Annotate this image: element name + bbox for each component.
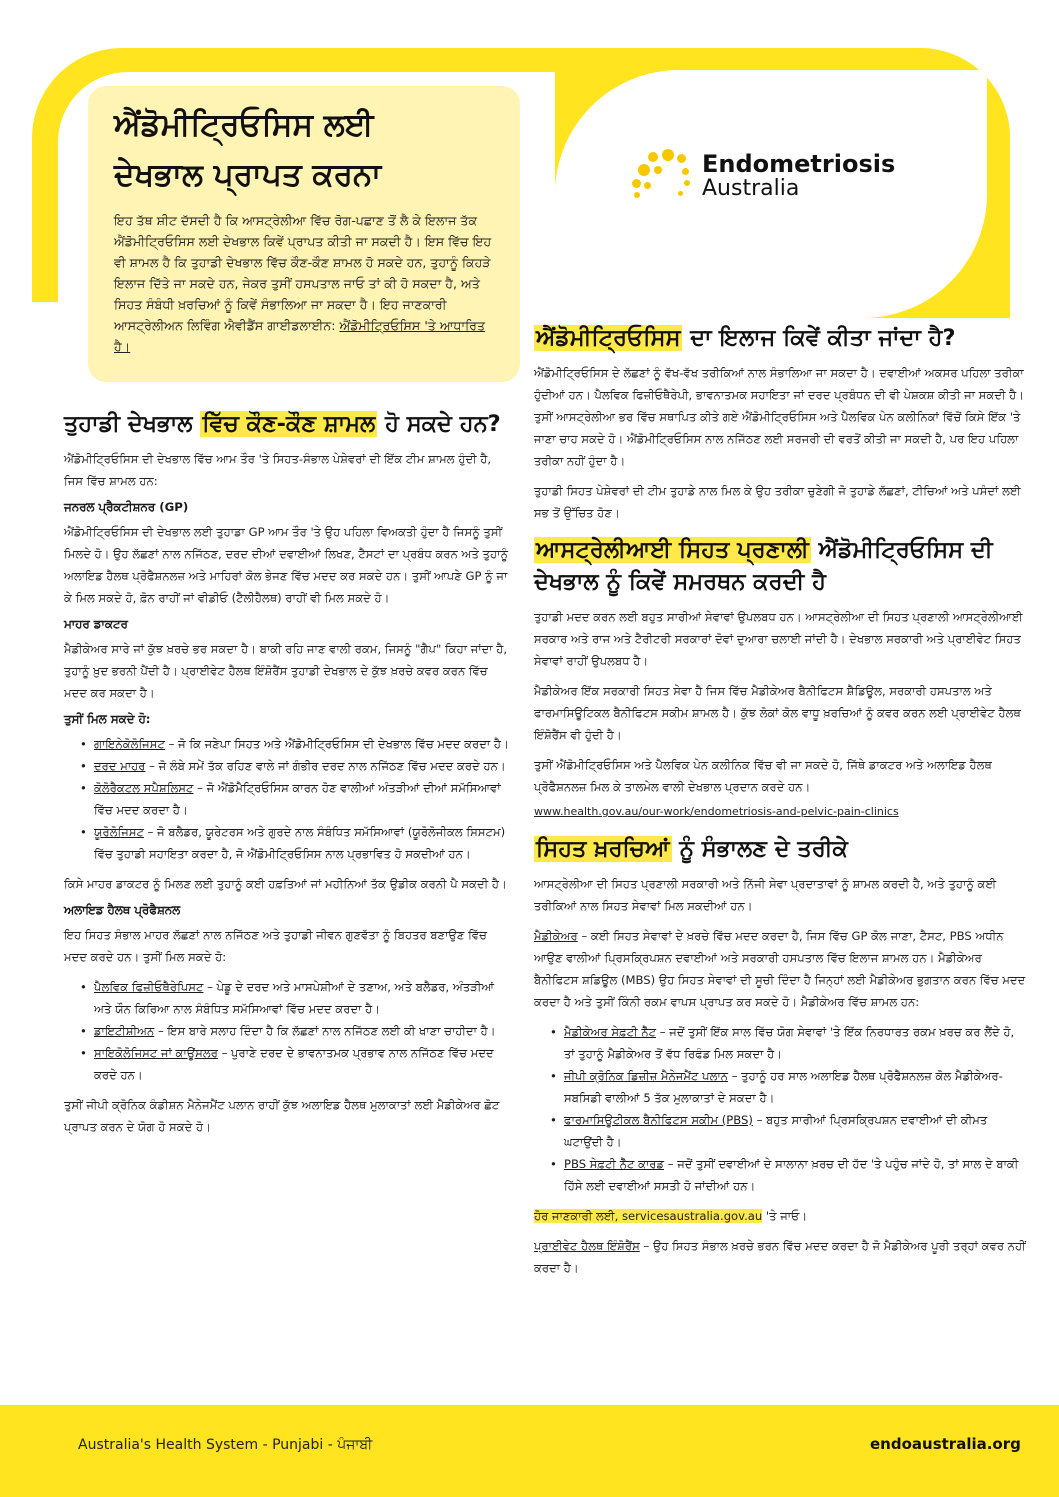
list-item: • PBS ਸੇਫ਼ਟੀ ਨੈੱਟ ਕਾਰਡ – ਜਦੋਂ ਤੁਸੀਂ ਦਵਾਈਆਂ ਦੇ ਸਾਲਾਨਾ ਖ਼ਰਚ ਦੀ ਹੱਦ 'ਤੇ ਪਹੁੰਚ ਜਾਂਦੇ ਹੋ, ਤਾਂ ਸਾਲ ਦੇ ਬਾਕੀ ਹਿੱਸੇ ਲਈ ਦਵਾਈਆਂ ਸਸਤੀ ਹੋ ਜਾਂਦੀਆਂ ਹਨ। [534,1153,1028,1197]
footer-series-label: Australia's Health System - Punjabi - ਪੰਜਾਬੀ [78,1437,373,1453]
title-line-1: ਐਂਡੋਮੀਟ੍ਰਿਓਸਿਸ ਲਈ [114,107,374,143]
allied-health-list [64,976,510,1086]
clinics-link[interactable]: www.health.gov.au/our-work/endometriosis-and-pelvic-pain-clinics [534,805,899,818]
more-info-text: ਹੋਰ ਜਾਣਕਾਰੀ ਲਈ, servicesaustralia.gov.au 'ਤੇ ਜਾਓ। [534,1209,808,1223]
clinics-text: ਤੁਸੀਂ ਐਂਡੋਮੀਟ੍ਰਿਓਸਿਸ ਅਤੇ ਪੈਲਵਿਕ ਪੇਨ ਕਲੀਨਿਕ ਵਿੱਚ ਵੀ ਜਾ ਸਕਦੇ ਹੋ, ਜਿੱਥੇ ਡਾਕਟਰ ਅਤੇ ਅਲਾਇਡ ਹੈਲਥ ਪ੍ਰੋਫੈਸ਼ਨਲਜ਼ ਮਿਲ ਕੇ ਤਾਲਮੇਲ ਵਾਲੀ ਦੇਖਭਾਲ ਪ੍ਰਦਾਨ ਕਰਦੇ ਹਨ। [534,758,992,794]
specialist-heading: ਮਾਹਰ ਡਾਕਟਰ [64,617,128,631]
list-item: • ਡਾਇਟੀਸ਼ੀਅਨ – ਇਸ ਬਾਰੇ ਸਲਾਹ ਦਿੰਦਾ ਹੈ ਕਿ ਲੱਛਣਾਂ ਨਾਲ ਨਜਿੱਠਣ ਲਈ ਕੀ ਖਾਣਾ ਚਾਹੀਦਾ ਹੈ। [64,1020,510,1042]
allied-health-heading: ਅਲਾਇਡ ਹੈਲਥ ਪ੍ਰੋਫੈਸ਼ਨਲ [64,903,181,917]
list-item: • ਦਰਦ ਮਾਹਰ – ਜੋ ਲੰਬੇ ਸਮੇਂ ਤੱਕ ਰਹਿਣ ਵਾਲੇ ਜਾਂ ਗੰਭੀਰ ਦਰਦ ਨਾਲ ਨਜਿੱਠਣ ਵਿੱਚ ਮਦਦ ਕਰਦੇ ਹਨ। [64,755,510,777]
endometriosis-australia-logo [626,146,906,206]
wait-text: ਕਿਸੇ ਮਾਹਰ ਡਾਕਟਰ ਨੂੰ ਮਿਲਣ ਲਈ ਤੁਹਾਨੂੰ ਕਈ ਹਫ਼ਤਿਆਂ ਜਾਂ ਮਹੀਨਿਆਂ ਤੱਕ ਉਡੀਕ ਕਰਨੀ ਪੈ ਸਕਦੀ ਹੈ। [64,877,507,891]
care-team-heading: ਤੁਹਾਡੀ ਦੇਖਭਾਲ ਵਿੱਚ ਕੌਣ-ਕੌਣ ਸ਼ਾਮਲ ਹੋ ਸਕਦੇ ਹਨ? [64,411,501,437]
right-column [534,322,1028,1287]
list-item: • ਜੀਪੀ ਕ੍ਰੋਨਿਕ ਡਿਜ਼ੀਜ਼ ਮੈਨੇਜਮੈਂਟ ਪਲਾਨ – ਤੁਹਾਨੂੰ ਹਰ ਸਾਲ ਅਲਾਇਡ ਹੈਲਥ ਪ੍ਰੋਫੈਸ਼ਨਲਜ਼ ਕੋਲ ਮੈਡੀਕੇਅਰ-ਸਬਸਿਡੀ ਵਾਲੀਆਂ 5 ਤੱਕ ਮੁਲਾਕਾਤਾਂ ਦੇ ਸਕਦਾ ਹੈ। [534,1065,1028,1109]
health-system-heading: ਆਸਟ੍ਰੇਲੀਆਈ ਸਿਹਤ ਪ੍ਰਣਾਲੀ ਐਂਡੋਮੀਟ੍ਰਿਓਸਿਸ ਦੀ ਦੇਖਭਾਲ ਨੂੰ ਕਿਵੇਂ ਸਮਰਥਨ ਕਰਦੀ ਹੈ [534,537,993,595]
medicare-intro-text: ਮੈਡੀਕੇਅਰ ਇੱਕ ਸਰਕਾਰੀ ਸਿਹਤ ਸੇਵਾ ਹੈ ਜਿਸ ਵਿੱਚ ਮੈਡੀਕੇਅਰ ਬੈਨੀਫਿਟਸ ਸ਼ੈਡਿਊਲ, ਸਰਕਾਰੀ ਹਸਪਤਾਲ ਅਤੇ ਫਾਰਮਾਸਿਊਟਿਕਲ ਬੈਨੀਫਿਟਸ ਸਕੀਮ ਸ਼ਾਮਲ ਹੈ। ਕੁੱਝ ਲੋਕਾਂ ਕੋਲ ਵਾਧੂ ਖ਼ਰਚਿਆਂ ਨੂੰ ਕਵਰ ਕਰਨ ਲਈ ਪ੍ਰਾਈਵੇਟ ਹੈਲਥ ਇੰਸ਼ੋਰੈਂਸ ਵੀ ਹੁੰਦੀ ਹੈ। [534,684,1021,742]
medicare-text: ਮੈਡੀਕੇਅਰ – ਕਈ ਸਿਹਤ ਸੇਵਾਵਾਂ ਦੇ ਖ਼ਰਚੇ ਵਿੱਚ ਮਦਦ ਕਰਦਾ ਹੈ, ਜਿਸ ਵਿੱਚ GP ਕੋਲ ਜਾਣਾ, ਟੈਸਟ, PBS ਅਧੀਨ ਆਉਣ ਵਾਲੀਆਂ ਪ੍ਰਿਸਕ੍ਰਿਪਸ਼ਨ ਦਵਾਈਆਂ ਅਤੇ ਸਰਕਾਰੀ ਹਸਪਤਾਲ ਵਿੱਚ ਇਲਾਜ ਸ਼ਾਮਲ ਹਨ। ਮੈਡੀਕੇਅਰ ਬੈਨੀਫਿਟਸ ਸ਼ਡਿਊਲ (MBS) ਉਹ ਸਿਹਤ ਸੇਵਾਵਾਂ ਦੀ ਸੂਚੀ ਦਿੰਦਾ ਹੈ ਜਿਨ੍ਹਾਂ ਲਈ ਮੈਡੀਕੇਅਰ ਭੁਗਤਾਨ ਕਰਨ ਵਿੱਚ ਮਦਦ ਕਰਦਾ ਹੈ ਅਤੇ ਤੁਸੀਂ ਕਿੰਨੀ ਰਕਮ ਵਾਪਸ ਪ੍ਰਾਪਤ ਕਰ ਸਕਦੇ ਹੋ। ਮੈਡੀਕੇਅਰ ਵਿੱਚ ਸ਼ਾਮਲ ਹਨ: [534,929,1026,1009]
page-title [114,100,494,200]
you-may-see-heading: ਤੁਸੀਂ ਮਿਲ ਸਕਦੇ ਹੋ: [64,712,151,726]
treatment-text: ਐਂਡੋਮੀਟ੍ਰਿਓਸਿਸ ਦੇ ਲੱਛਣਾਂ ਨੂੰ ਵੱਖ-ਵੱਖ ਤਰੀਕਿਆਂ ਨਾਲ ਸੰਭਾਲਿਆ ਜਾ ਸਕਦਾ ਹੈ। ਦਵਾਈਆਂ ਅਕਸਰ ਪਹਿਲਾ ਤਰੀਕਾ ਹੁੰਦੀਆਂ ਹਨ। ਪੈਲਵਿਕ ਫਿਜ਼ੀਓਥੈਰੇਪੀ, ਭਾਵਨਾਤਮਕ ਸਹਾਇਤਾ ਜਾਂ ਦਰਦ ਪ੍ਰਬੰਧਨ ਦੀ ਵੀ ਪੇਸ਼ਕਸ਼ ਕੀਤੀ ਜਾ ਸਕਦੀ ਹੈ। ਤੁਸੀਂ ਆਸਟ੍ਰੇਲੀਆ ਭਰ ਵਿੱਚ ਸਥਾਪਿਤ ਕੀਤੇ ਗਏ ਐਂਡੋਮੀਟ੍ਰਿਓਸਿਸ ਅਤੇ ਪੈਲਵਿਕ ਪੇਨ ਕਲੀਨਿਕਾਂ ਵਿੱਚੋਂ ਕਿਸੇ ਇੱਕ 'ਤੇ ਜਾਣਾ ਚਾਹ ਸਕਦੇ ਹੋ। ਐਂਡੋਮੀਟ੍ਰਿਓਸਿਸ ਨਾਲ ਨਜਿੱਠਣ ਲਈ ਸਰਜਰੀ ਦੀ ਵਰਤੋਂ ਕੀਤੀ ਜਾ ਸਕਦੀ ਹੈ, ਪਰ ਇਹ ਪਹਿਲਾ ਤਰੀਕਾ ਨਹੀਂ ਹੁੰਦਾ ਹੈ। [534,366,1025,468]
logo-text-australia: Australia [702,176,800,201]
services-text: ਤੁਹਾਡੀ ਮਦਦ ਕਰਨ ਲਈ ਬਹੁਤ ਸਾਰੀਆਂ ਸੇਵਾਵਾਂ ਉਪਲਬਧ ਹਨ। ਆਸਟ੍ਰੇਲੀਆ ਦੀ ਸਿਹਤ ਪ੍ਰਣਾਲੀ ਆਸਟ੍ਰੇਲੀਆਈ ਸਰਕਾਰ ਅਤੇ ਰਾਜ ਅਤੇ ਟੈਰੀਟਰੀ ਸਰਕਾਰਾਂ ਦੋਵਾਂ ਦੁਆਰਾ ਚਲਾਈ ਜਾਂਦੀ ਹੈ। ਦੇਖਭਾਲ ਸਰਕਾਰੀ ਅਤੇ ਪ੍ਰਾਈਵੇਟ ਸਿਹਤ ਸੇਵਾਵਾਂ ਰਾਹੀਂ ਉਪਲਬਧ ਹੈ। [534,610,1023,668]
allied-health-text: ਇਹ ਸਿਹਤ ਸੰਭਾਲ ਮਾਹਰ ਲੱਛਣਾਂ ਨਾਲ ਨਜਿੱਠਣ ਅਤੇ ਤੁਹਾਡੀ ਜੀਵਨ ਗੁਣਵੱਤਾ ਨੂੰ ਬਿਹਤਰ ਬਣਾਉਣ ਵਿੱਚ ਮਦਦ ਕਰਦੇ ਹਨ। ਤੁਸੀਂ ਮਿਲ ਸਕਦੇ ਹੋ: [64,928,487,964]
intro-box [88,86,520,382]
footer-website-link[interactable]: endoaustralia.org [870,1435,1021,1453]
list-item: • ਗਾਇਨੇਕੋਲੋਜਿਸਟ – ਜੋ ਕਿ ਜਣੇਪਾ ਸਿਹਤ ਅਤੇ ਐਂਡੋਮੀਟ੍ਰਿਓਸਿਸ ਦੀ ਦੇਖਭਾਲ ਵਿੱਚ ਮਦਦ ਕਰਦਾ ਹੈ। [64,733,510,755]
intro-body: ਇਹ ਤੱਥ ਸ਼ੀਟ ਦੱਸਦੀ ਹੈ ਕਿ ਆਸਟ੍ਰੇਲੀਆ ਵਿੱਚ ਰੋਗ-ਪਛਾਣ ਤੋਂ ਲੈ ਕੇ ਇਲਾਜ ਤੱਕ ਐਂਡੋਮੀਟ੍ਰਿਓਸਿਸ ਲਈ ਦੇਖਭਾਲ ਕਿਵੇਂ ਪ੍ਰਾਪਤ ਕੀਤੀ ਜਾ ਸਕਦੀ ਹੈ। ਇਸ ਵਿੱਚ ਇਹ ਵੀ ਸ਼ਾਮਲ ਹੈ ਕਿ ਤੁਹਾਡੀ ਦੇਖਭਾਲ ਵਿੱਚ ਕੌਣ-ਕੌਣ ਸ਼ਾਮਲ ਹੋ ਸਕਦੇ ਹਨ, ਤੁਹਾਨੂੰ ਕਿਹੜੇ ਇਲਾਜ ਦਿੱਤੇ ਜਾ ਸਕਦੇ ਹਨ, ਜੇਕਰ ਤੁਸੀਂ ਹਸਪਤਾਲ ਜਾਓ ਤਾਂ ਕੀ ਹੋ ਸਕਦਾ ਹੈ, ਅਤੇ ਸਿਹਤ ਸੰਬੰਧੀ ਖ਼ਰਚਿਆਂ ਨੂੰ ਕਿਵੇਂ ਸੰਭਾਲਿਆ ਜਾ ਸਕਦਾ ਹੈ। ਇਹ ਜਾਣਕਾਰੀ ਆਸਟ੍ਰੇਲੀਅਨ ਲਿਵਿੰਗ ਐਵੀਡੈਂਸ ਗਾਈਡਲਾਈਨ: [114,213,492,333]
logo-text-endometriosis: Endometriosis [702,150,896,178]
gp-heading: ਜਨਰਲ ਪ੍ਰੈਕਟੀਸ਼ਨਰ (GP) [64,500,189,514]
costs-intro: ਆਸਟ੍ਰੇਲੀਆ ਦੀ ਸਿਹਤ ਪ੍ਰਣਾਲੀ ਸਰਕਾਰੀ ਅਤੇ ਨਿੱਜੀ ਸੇਵਾ ਪ੍ਰਦਾਤਾਵਾਂ ਨੂੰ ਸ਼ਾਮਲ ਕਰਦੀ ਹੈ, ਅਤੇ ਤੁਹਾਨੂੰ ਕਈ ਤਰੀਕਿਆਂ ਨਾਲ ਸਿਹਤ ਸੇਵਾਵਾਂ ਮਿਲ ਸਕਦੀਆਂ ਹਨ। [534,877,997,913]
care-team-intro: ਐਂਡੋਮੀਟ੍ਰਿਓਸਿਸ ਦੀ ਦੇਖਭਾਲ ਵਿੱਚ ਆਮ ਤੌਰ 'ਤੇ ਸਿਹਤ-ਸੰਭਾਲ ਪੇਸ਼ੇਵਰਾਂ ਦੀ ਇੱਕ ਟੀਮ ਸ਼ਾਮਲ ਹੁੰਦੀ ਹੈ, ਜਿਸ ਵਿੱਚ ਸ਼ਾਮਲ ਹਨ: [64,452,492,488]
private-insurance-text: ਪ੍ਰਾਈਵੇਟ ਹੈਲਥ ਇੰਸ਼ੋਰੈਂਸ – ਉਹ ਸਿਹਤ ਸੰਭਾਲ ਖ਼ਰਚੇ ਭਰਨ ਵਿੱਚ ਮਦਦ ਕਰਦਾ ਹੈ ਜੋ ਮੈਡੀਕੇਅਰ ਪੂਰੀ ਤਰ੍ਹਾਂ ਕਵਰ ਨਹੀਂ ਕਰਦਾ ਹੈ। [534,1239,1026,1275]
gp-plan-text: ਤੁਸੀਂ ਜੀਪੀ ਕ੍ਰੋਨਿਕ ਕੰਡੀਸ਼ਨ ਮੈਨੇਜਮੈਂਟ ਪਲਾਨ ਰਾਹੀਂ ਕੁੱਝ ਅਲਾਇਡ ਹੈਲਥ ਮੁਲਾਕਾਤਾਂ ਲਈ ਮੈਡੀਕੇਅਰ ਛੋਟ ਪ੍ਰਾਪਤ ਕਰਨ ਦੇ ਯੋਗ ਹੋ ਸਕਦੇ ਹੋ। [64,1098,500,1134]
list-item: • ਸਾਇਕੋਲੋਜਿਸਟ ਜਾਂ ਕਾਊਂਸਲਰ – ਪੁਰਾਣੇ ਦਰਦ ਦੇ ਭਾਵਨਾਤਮਕ ਪ੍ਰਭਾਵ ਨਾਲ ਨਜਿੱਠਣ ਵਿੱਚ ਮਦਦ ਕਰਦੇ ਹਨ। [64,1042,510,1086]
left-column [64,408,510,1146]
costs-heading: ਸਿਹਤ ਖ਼ਰਚਿਆਂ ਨੂੰ ਸੰਭਾਲਣ ਦੇ ਤਰੀਕੇ [536,836,848,862]
list-item: • ਮੈਡੀਕੇਅਰ ਸੇਫ਼ਟੀ ਨੈੱਟ – ਜਦੋਂ ਤੁਸੀਂ ਇੱਕ ਸਾਲ ਵਿੱਚ ਯੋਗ ਸੇਵਾਵਾਂ 'ਤੇ ਇੱਕ ਨਿਰਧਾਰਤ ਰਕਮ ਖ਼ਰਚ ਕਰ ਲੈਂਦੇ ਹੋ, ਤਾਂ ਤੁਹਾਨੂੰ ਮੈਡੀਕੇਅਰ ਤੋਂ ਵੱਧ ਰਿਫੰਡ ਮਿਲ ਸਕਦਾ ਹੈ। [534,1021,1028,1065]
guideline-link[interactable]: ਐਂਡੋਮੀਟ੍ਰਿਓਸਿਸ 'ਤੇ ਆਧਾਰਿਤ ਹੈ। [114,318,486,354]
list-item: • ਕੋਲੋਰੈਕਟਲ ਸਪੈਸ਼ਲਿਸਟ – ਜੋ ਐਂਡੋਮੈਟ੍ਰਿਓਸਿਸ ਕਾਰਨ ਹੋਣ ਵਾਲੀਆਂ ਅੰਤੜੀਆਂ ਦੀਆਂ ਸਮੱਸਿਆਵਾਂ ਵਿੱਚ ਮਦਦ ਕਰਦਾ ਹੈ। [64,777,510,821]
logo-dots-icon [626,146,696,206]
title-line-2: ਦੇਖਭਾਲ ਪ੍ਰਾਪਤ ਕਰਨਾ [114,157,382,193]
list-item: • ਪੈਲਵਿਕ ਫਿਜ਼ੀਓਥੈਰੇਪਿਸਟ – ਪੇਡੂ ਦੇ ਦਰਦ ਅਤੇ ਮਾਸਪੇਸ਼ੀਆਂ ਦੇ ਤਣਾਅ, ਅਤੇ ਬਲੈਡਰ, ਅੰਤੜੀਆਂ ਅਤੇ ਯੌਨ ਕਿਰਿਆ ਨਾਲ ਸੰਬੰਧਿਤ ਸਮੱਸਿਆਵਾਂ ਵਿੱਚ ਮਦਦ ਕਰਦਾ ਹੈ। [64,976,510,1020]
intro-text [114,210,494,357]
gp-text: ਐਂਡੋਮੀਟ੍ਰਿਓਸਿਸ ਦੀ ਦੇਖਭਾਲ ਲਈ ਤੁਹਾਡਾ GP ਆਮ ਤੌਰ 'ਤੇ ਉਹ ਪਹਿਲਾ ਵਿਅਕਤੀ ਹੁੰਦਾ ਹੈ ਜਿਸਨੂੰ ਤੁਸੀਂ ਮਿਲਦੇ ਹੋ। ਉਹ ਲੱਛਣਾਂ ਨਾਲ ਨਜਿੱਠਣ, ਦਰਦ ਦੀਆਂ ਦਵਾਈਆਂ ਲਿਖਣ, ਟੈਸਟਾਂ ਦਾ ਪ੍ਰਬੰਧ ਕਰਨ ਅਤੇ ਤੁਹਾਨੂੰ ਅਲਾਇਡ ਹੈਲਥ ਪ੍ਰੋਫੈਸ਼ਨਲਜ਼ ਅਤੇ ਮਾਹਿਰਾਂ ਕੋਲ ਭੇਜਣ ਵਿੱਚ ਮਦਦ ਕਰ ਸਕਦੇ ਹਨ। ਤੁਸੀਂ ਆਪਣੇ GP ਨੂੰ ਜਾ ਕੇ ਮਿਲ ਸਕਦੇ ਹੋ, ਫ਼ੋਨ ਰਾਹੀਂ ਜਾਂ ਵੀਡੀਓ (ਟੈਲੀਹੈਲਥ) ਰਾਹੀਂ ਵੀ ਮਿਲ ਸਕਦੇ ਹੋ। [64,525,509,605]
specialist-list [64,733,510,865]
list-item: • ਫਾਰਮਾਸਿਊਟੀਕਲ ਬੈਨੀਫਿਟਸ ਸਕੀਮ (PBS) – ਬਹੁਤ ਸਾਰੀਆਂ ਪ੍ਰਿਸਕ੍ਰਿਪਸ਼ਨ ਦਵਾਈਆਂ ਦੀ ਕੀਮਤ ਘਟਾਉਂਦੀ ਹੈ। [534,1109,1028,1153]
footer-band [0,1405,1059,1497]
specialist-text: ਮੈਡੀਕੇਅਰ ਸਾਰੇ ਜਾਂ ਕੁੱਝ ਖ਼ਰਚੇ ਭਰ ਸਕਦਾ ਹੈ। ਬਾਕੀ ਰਹਿ ਜਾਣ ਵਾਲੀ ਰਕਮ, ਜਿਸਨੂੰ "ਗੈਪ" ਕਿਹਾ ਜਾਂਦਾ ਹੈ, ਤੁਹਾਨੂੰ ਖ਼ੁਦ ਭਰਨੀ ਪੈਂਦੀ ਹੈ। ਪ੍ਰਾਈਵੇਟ ਹੈਲਥ ਇੰਸ਼ੋਰੈਂਸ ਤੁਹਾਡੀ ਦੇਖਭਾਲ ਦੇ ਕੁੱਝ ਖ਼ਰਚੇ ਕਵਰ ਕਰਨ ਵਿੱਚ ਮਦਦ ਕਰ ਸਕਦਾ ਹੈ। [64,642,508,700]
services-australia-link[interactable]: ਹੋਰ ਜਾਣਕਾਰੀ ਲਈ, servicesaustralia.gov.au [534,1209,763,1223]
list-item: • ਯੂਰੋਲੋਜਿਸਟ – ਜੋ ਬਲੈਡਰ, ਯੂਰੇਟਰਸ ਅਤੇ ਗੁਰਦੇ ਨਾਲ ਸੰਬੰਧਿਤ ਸਮੱਸਿਆਵਾਂ (ਯੂਰੋਲੋਜੀਕਲ ਸਿਸਟਮ) ਵਿੱਚ ਤੁਹਾਡੀ ਸਹਾਇਤਾ ਕਰਦਾ ਹੈ, ਜੋ ਐਂਡੋਮੀਟ੍ਰਿਓਸਿਸ ਨਾਲ ਪ੍ਰਭਾਵਿਤ ਹੋ ਸਕਦੀਆਂ ਹਨ। [64,821,510,865]
treatment-heading: ਐਂਡੋਮੀਟ੍ਰਿਓਸਿਸ ਦਾ ਇਲਾਜ ਕਿਵੇਂ ਕੀਤਾ ਜਾਂਦਾ ਹੈ? [536,325,956,351]
medicare-list [534,1021,1028,1197]
treatment-team-text: ਤੁਹਾਡੀ ਸਿਹਤ ਪੇਸ਼ੇਵਰਾਂ ਦੀ ਟੀਮ ਤੁਹਾਡੇ ਨਾਲ ਮਿਲ ਕੇ ਉਹ ਤਰੀਕਾ ਚੁਣੇਗੀ ਜੋ ਤੁਹਾਡੇ ਲੱਛਣਾਂ, ਟੀਚਿਆਂ ਅਤੇ ਪਸੰਦਾਂ ਲਈ ਸਭ ਤੋਂ ਉੱਚਿਤ ਹੋਣ। [534,484,1021,520]
